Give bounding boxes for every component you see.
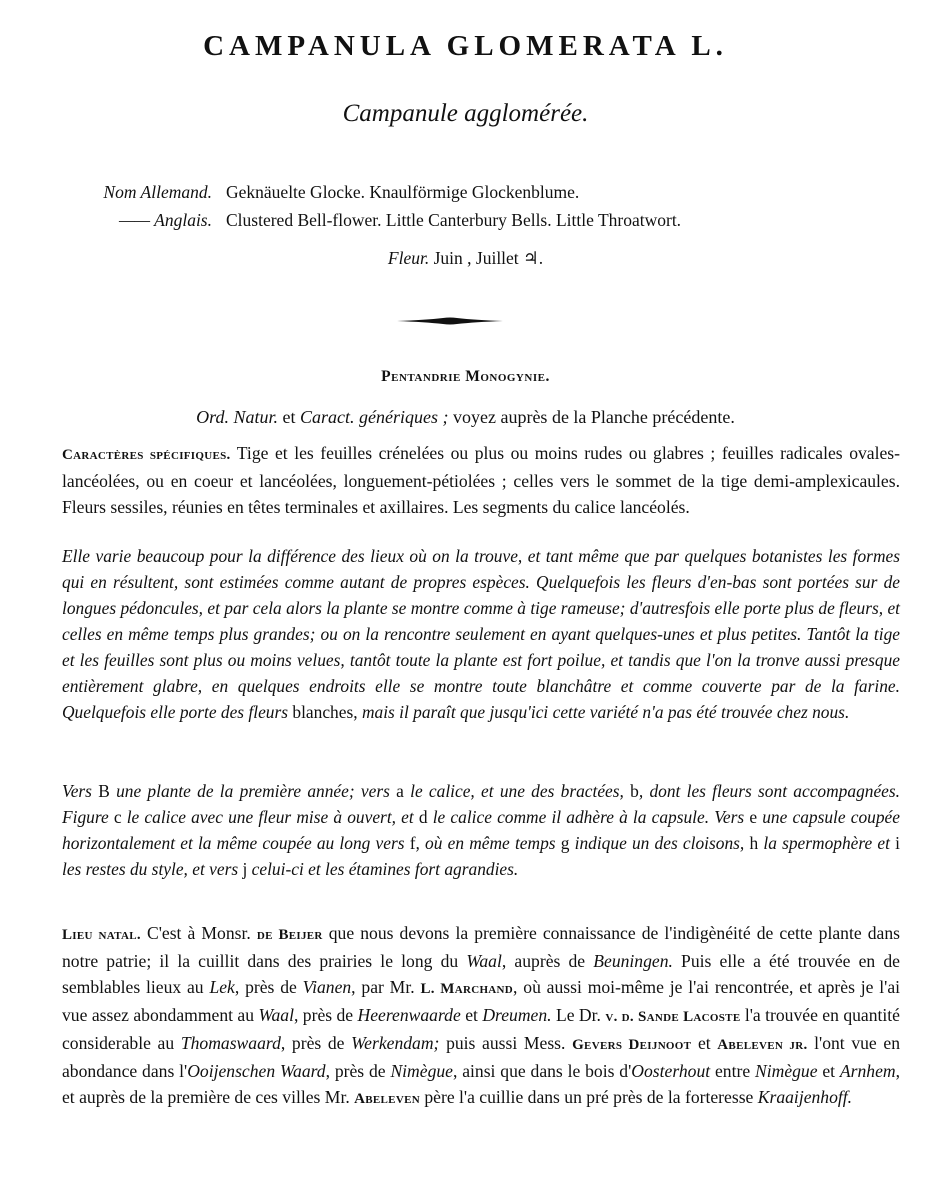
figures-text: Vers <box>62 781 99 801</box>
german-name: Geknäuelte Glocke. Knaulförmige Glockenblume. <box>226 182 580 202</box>
place-name: Nimègue <box>390 1061 453 1081</box>
habitat-text: Le Dr. <box>551 1005 606 1025</box>
habitat-text: , ainsi que dans le bois d' <box>452 1061 632 1081</box>
habitat-text: que nous devons la première connaissance de l'indigènéité de cette plante dans notre patrie; il la cuillit dans des prairies le long du <box>62 923 900 971</box>
place-name: Ooijenschen Waard <box>187 1061 326 1081</box>
figure-letter: B <box>98 781 110 801</box>
characters-label: Caract. génériques ; <box>300 407 449 427</box>
figures-text: , où en même temps <box>415 833 561 853</box>
habitat-text: , près de <box>293 1005 358 1025</box>
figures-paragraph <box>62 778 900 882</box>
german-label: Nom Allemand. <box>103 182 212 202</box>
habitat-text: , et auprès de la première de ces villes Mr. <box>62 1061 901 1107</box>
figures-text: la spermophère et <box>758 833 896 853</box>
person-name: Gevers Deijnoot <box>572 1037 692 1053</box>
flowering-line <box>0 248 931 269</box>
figure-letter: c <box>113 807 122 827</box>
place-name: Nimègue <box>754 1061 818 1081</box>
place-name: Kraaijenhoff. <box>757 1087 853 1107</box>
place-name: Lek <box>209 977 235 997</box>
place-name: Waal <box>258 1005 294 1025</box>
habitat-text: , près de <box>280 1033 352 1053</box>
figures-text: le calice comme il adhère à la capsule. Vers <box>427 807 750 827</box>
order-label: Ord. Natur. <box>196 407 278 427</box>
habitat-text: , près de <box>325 1061 391 1081</box>
person-name: v. d. Sande Lacoste <box>605 1009 741 1025</box>
figure-letter: a <box>396 781 404 801</box>
habitat-text: père l'a cuillie dans un pré près de la forteresse <box>419 1087 758 1107</box>
figures-text: le calice avec une fleur mise à ouvert, et <box>121 807 419 827</box>
habitat-text: et <box>460 1005 483 1025</box>
figure-letter: f <box>409 833 416 853</box>
person-name: de Beijer <box>256 927 323 943</box>
variation-text: Elle varie beaucoup pour la différence des lieux où on la trouve, et tant même que par quelques botanistes les formes qui en résultent, sont estimées comme autant de propres espèces. Quelquefois les fleurs d'en-bas sont portées sur de longues pédoncules, et par cela alors la plante se montre comme à tige rameuse; d'autresfois elle porte plus de fleurs, et celles en même temps plus grandes; ou on la rencontre seulement en ayant quelques-unes et plus petites. Tantôt la tige et les feuilles sont plus ou moins velues, tantôt toute la plante est fort poilue, et tandis que l'on la tronve aussi presque entièrement glabre, en quelques endroits elle se montre toute blanchâtre et comme couverte par de la farine. Quelquefois elle porte des fleurs <box>62 546 901 722</box>
habitat-paragraph <box>62 920 900 1112</box>
habitat-text: l'a trouvée en quantité considerable au <box>62 1005 900 1053</box>
page-title: CAMPANULA GLOMERATA L. <box>203 30 728 62</box>
habitat-heading: Lieu natal. <box>62 927 141 943</box>
figure-letter: b <box>630 781 639 801</box>
german-name-row <box>62 178 681 206</box>
habitat-text: Puis elle a été trouvée en de semblables lieux au <box>62 951 900 997</box>
figure-letter: j <box>242 859 248 879</box>
habitat-text: , par Mr. <box>351 977 421 997</box>
specific-characters-heading: Caractères spécifiques. <box>62 447 231 463</box>
habitat-text: , où aussi moi-même je l'ai rencontrée, et après je l'ai vue assez abondamment au <box>62 977 901 1025</box>
specific-characters-text: Tige et les feuilles crénelées ou plus ou moins rudes ou glabres ; feuilles radicales ovales-lancéolées, ou en coeur et lancéolées, longuement-pétiolées ; celles vers le sommet de la tige demi-amplexicaules. Fleurs sessiles, réunies en têtes terminales et axillaires. Les segments du calice lancéolés. <box>62 443 900 517</box>
habitat-text: et <box>817 1061 840 1081</box>
place-name: Oosterhout <box>631 1061 711 1081</box>
place-name: Vianen <box>302 977 352 997</box>
place-name: Waal <box>466 951 502 971</box>
order-line <box>0 407 931 428</box>
habitat-text: , près de <box>234 977 303 997</box>
figures-text: indique un des cloisons, <box>569 833 750 853</box>
french-name: Campanule agglomérée. <box>342 100 589 127</box>
ornament-divider <box>395 315 505 327</box>
figures-text: celui-ci et les étamines fort agrandies. <box>247 859 519 879</box>
figures-text: une capsule coupée horizontalement et la même coupée au long vers <box>62 807 900 853</box>
figures-text: les restes du style, et vers <box>62 859 243 879</box>
figure-letter: d <box>418 807 428 827</box>
figure-letter: h <box>749 833 759 853</box>
figure-letter: i <box>895 833 901 853</box>
habitat-text: l'ont vue en abondance dans l' <box>62 1033 900 1081</box>
order-ref: voyez auprès de la Planche précédente. <box>448 407 735 427</box>
place-name: Dreumen. <box>482 1005 552 1025</box>
figures-text: , dont les fleurs sont accompagnées. Figure <box>62 781 901 827</box>
variation-paragraph <box>62 543 900 725</box>
habitat-text: , auprès de <box>501 951 594 971</box>
flowering-value: Juin , Juillet ♃. <box>433 248 544 268</box>
variation-text-end: mais il paraît que jusqu'ici cette variété n'a pas été trouvée chez nous. <box>357 702 850 722</box>
figure-letter: e <box>749 807 758 827</box>
place-name: Heerenwaarde <box>357 1005 461 1025</box>
habitat-text: puis aussi Mess. <box>439 1033 573 1053</box>
vernacular-names <box>62 178 681 234</box>
person-name: Abeleven jr. <box>717 1037 808 1053</box>
english-label: —— Anglais. <box>118 210 212 230</box>
place-name: Beuningen. <box>593 951 673 971</box>
place-name: Thomaswaard <box>180 1033 281 1053</box>
habitat-text: entre <box>710 1061 755 1081</box>
figures-text: une plante de la première année; vers <box>109 781 397 801</box>
figures-text: le calice, et une des bractées, <box>403 781 631 801</box>
english-name: Clustered Bell-flower. Little Canterbury Bells. Little Throatwort. <box>226 210 682 230</box>
place-name: Arnhem <box>839 1061 896 1081</box>
person-name: Abeleven <box>354 1091 420 1107</box>
place-name: Werkendam; <box>351 1033 440 1053</box>
flowering-label: Fleur. <box>387 248 430 268</box>
variation-white: blanches, <box>292 702 358 722</box>
classification-heading: Pentandrie Monogynie. <box>381 368 550 385</box>
person-name: L. Marchand <box>420 981 514 997</box>
order-conj: et <box>278 407 300 427</box>
specific-characters-paragraph <box>62 440 900 520</box>
figure-letter: g <box>560 833 570 853</box>
habitat-text: C'est à Monsr. <box>140 923 257 943</box>
english-name-row <box>62 206 681 234</box>
habitat-text: et <box>691 1033 718 1053</box>
